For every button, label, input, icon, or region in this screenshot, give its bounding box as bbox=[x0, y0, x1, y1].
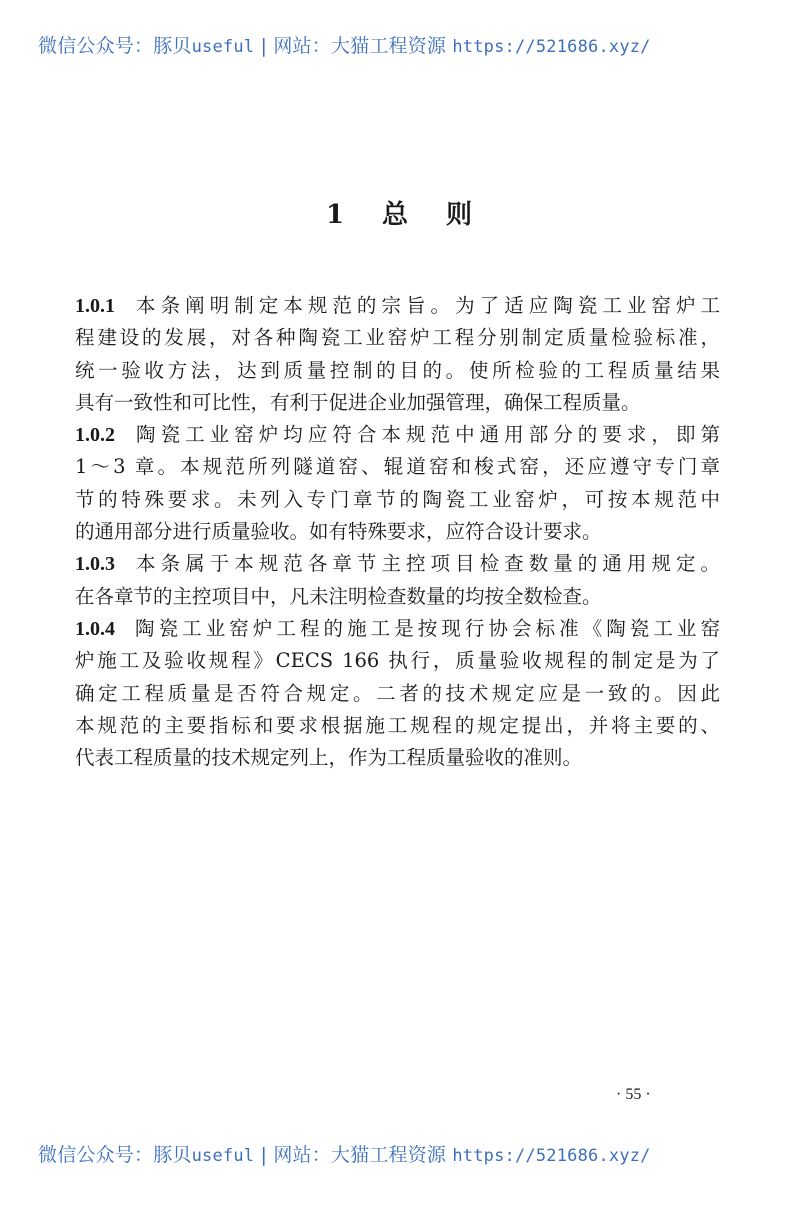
chapter-number: 1 bbox=[325, 200, 347, 230]
clause-line bbox=[75, 355, 720, 387]
watermark-wechat: 微信公众号：豚贝 bbox=[38, 1144, 192, 1166]
clause-line bbox=[75, 645, 720, 677]
clause-line bbox=[75, 516, 720, 548]
watermark-brand: useful bbox=[191, 1146, 255, 1166]
clause-line bbox=[75, 742, 720, 774]
clause-text: 节的特殊要求。未列入专门章节的陶瓷工业窑炉，可按本规范中 bbox=[75, 487, 720, 511]
clause-line bbox=[75, 581, 720, 613]
clause-number: 1.0.2 bbox=[75, 424, 115, 447]
clause-text: 代表工程质量的技术规定列上，作为工程质量验收的准则。 bbox=[75, 746, 583, 770]
clause-text: 程建设的发展，对各种陶瓷工业窑炉工程分别制定质量检验标准， bbox=[75, 326, 720, 350]
clause-number: 1.0.4 bbox=[75, 617, 115, 640]
clause-1-0-2 bbox=[75, 419, 720, 548]
clause-line bbox=[75, 290, 720, 322]
watermark-brand: useful bbox=[191, 37, 255, 57]
watermark-separator: | bbox=[254, 1144, 274, 1166]
chapter-body bbox=[75, 290, 720, 774]
clause-1-0-1 bbox=[75, 290, 720, 419]
clause-line bbox=[75, 484, 720, 516]
clause-text: 本规范的主要指标和要求根据施工规程的规定提出，并将主要的、 bbox=[75, 713, 720, 737]
chapter-title-char-2: 则 bbox=[446, 200, 475, 230]
clause-number: 1.0.3 bbox=[75, 553, 115, 576]
chapter-title bbox=[0, 194, 800, 231]
clause-line bbox=[75, 613, 720, 645]
clause-text: 具有一致性和可比性，有利于促进企业加强管理，确保工程质量。 bbox=[75, 390, 641, 414]
watermark-url[interactable]: https://521686.xyz/ bbox=[452, 37, 651, 57]
clause-text: 陶瓷工业窑炉工程的施工是按现行协会标准《陶瓷工业窑 bbox=[131, 616, 720, 640]
clause-text: 本条阐明制定本规范的宗旨。为了适应陶瓷工业窑炉工 bbox=[131, 294, 720, 317]
watermark-separator: | bbox=[254, 35, 274, 57]
chapter-title-char-1: 总 bbox=[382, 200, 411, 230]
watermark-site: 网站：大猫工程资源 bbox=[273, 35, 453, 57]
watermark-url[interactable]: https://521686.xyz/ bbox=[452, 1146, 651, 1166]
clause-1-0-3 bbox=[75, 548, 720, 613]
clause-line bbox=[75, 322, 720, 354]
clause-line bbox=[75, 387, 720, 419]
clause-text: 在各章节的主控项目中，凡未注明检查数量的均按全数检查。 bbox=[75, 584, 602, 608]
clause-line bbox=[75, 678, 720, 710]
clause-text: 确定工程质量是否符合规定。二者的技术规定应是一致的。因此 bbox=[75, 681, 720, 705]
watermark-header bbox=[38, 31, 768, 58]
clause-text: 的通用部分进行质量验收。如有特殊要求，应符合设计要求。 bbox=[75, 520, 602, 544]
clause-line bbox=[75, 419, 720, 451]
watermark-footer bbox=[38, 1140, 768, 1167]
watermark-wechat: 微信公众号：豚贝 bbox=[38, 35, 192, 57]
clause-text: 陶瓷工业窑炉均应符合本规范中通用部分的要求，即第 bbox=[131, 423, 720, 447]
clause-line bbox=[75, 451, 720, 483]
clause-number: 1.0.1 bbox=[75, 295, 115, 317]
clause-line bbox=[75, 548, 720, 580]
clause-text: 本条属于本规范各章节主控项目检查数量的通用规定。 bbox=[131, 552, 720, 576]
clause-text: 1～3 章。本规范所列隧道窑、辊道窑和梭式窑，还应遵守专门章 bbox=[75, 455, 720, 479]
clause-line bbox=[75, 710, 720, 742]
clause-text: 炉施工及验收规程》CECS 166 执行，质量验收规程的制定是为了 bbox=[75, 649, 720, 673]
page-number: · 55 · bbox=[616, 1086, 651, 1103]
watermark-site: 网站：大猫工程资源 bbox=[273, 1144, 453, 1166]
clause-text: 统一验收方法，达到质量控制的目的。使所检验的工程质量结果 bbox=[75, 358, 720, 382]
clause-1-0-4 bbox=[75, 613, 720, 774]
